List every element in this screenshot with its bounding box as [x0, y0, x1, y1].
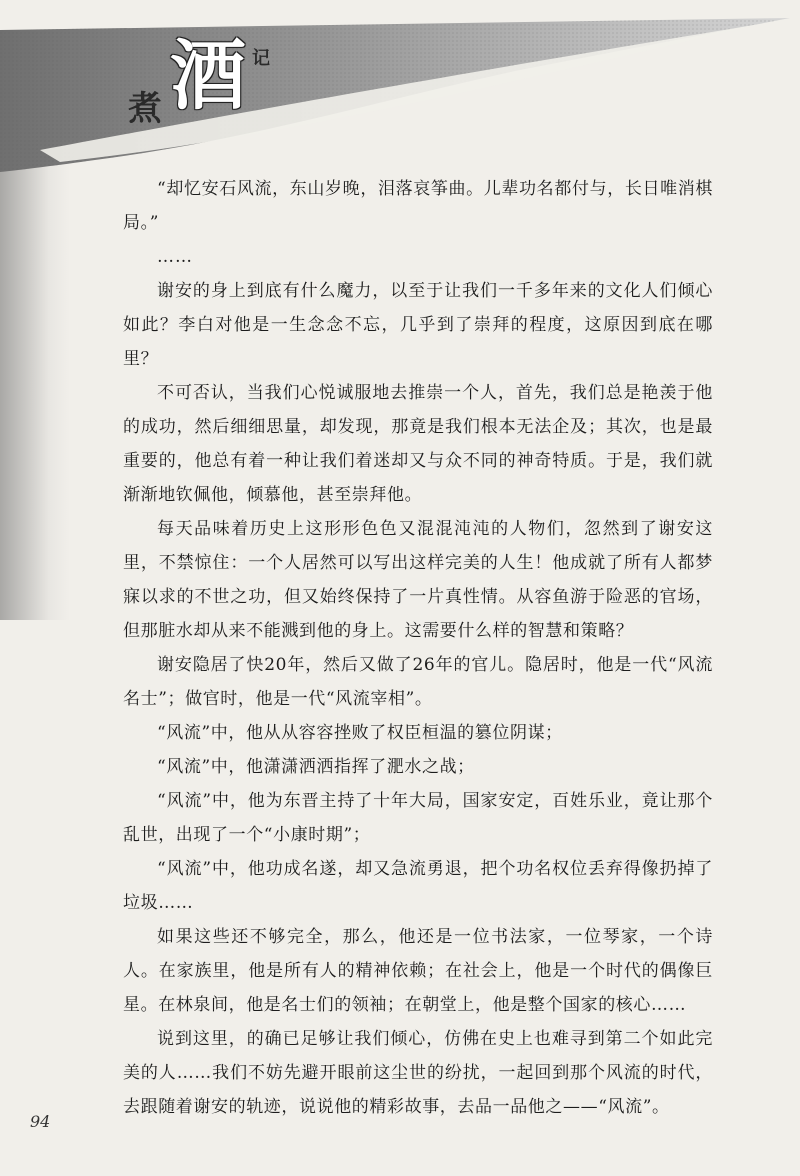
paragraph: 说到这里，的确已足够让我们倾心，仿佛在史上也难寻到第二个如此完美的人……我们不妨先避开眼前这尘世的纷扰，一起回到那个风流的时代，去跟随着谢安的轨迹，说说他的精彩故事，去品一品他之——“风流”。 — [123, 1029, 713, 1117]
paragraph: 谢安隐居了快20年，然后又做了26年的官儿。隐居时，他是一代“风流名士”；做官时，他是一代“风流宰相”。 — [123, 655, 713, 709]
chapter-title — [128, 31, 308, 136]
paragraph: “风流”中，他功成名遂，却又急流勇退，把个功名权位丢弃得像扔掉了垃圾…… — [123, 859, 713, 913]
paragraph-ellipsis: …… — [157, 247, 193, 267]
paragraph-quote: “却忆安石风流，东山岁晚，泪落哀筝曲。儿辈功名都付与，长日唯消棋局。” — [123, 179, 713, 233]
left-shadow-decoration — [0, 160, 70, 620]
title-char-left: 煮 — [128, 89, 162, 129]
paragraph: 不可否认，当我们心悦诚服地去推崇一个人，首先，我们总是艳羡于他的成功，然后细细思量，却发现，那竟是我们根本无法企及；其次，也是最重要的，他总有着一种让我们着迷却又与众不同的神奇特质。于是，我们就渐渐地钦佩他，倾慕他，甚至崇拜他。 — [123, 383, 713, 505]
body-text — [123, 172, 713, 1124]
paragraph: “风流”中，他为东晋主持了十年大局，国家安定，百姓乐业，竟让那个乱世，出现了一个“小康时期”； — [123, 791, 713, 845]
paragraph: 每天品味着历史上这形形色色又混混沌沌的人物们，忽然到了谢安这里，不禁惊住：一个人居然可以写出这样完美的人生！他成就了所有人都梦寐以求的不世之功，但又始终保持了一片真性情。从容鱼游于险恶的官场，但那脏水却从来不能溅到他的身上。这需要什么样的智慧和策略？ — [123, 519, 713, 641]
title-char-main: 酒 — [170, 31, 246, 120]
paragraph: “风流”中，他从从容容挫败了权臣桓温的篡位阴谋； — [157, 723, 563, 743]
header-banner — [0, 0, 800, 175]
paragraph: “风流”中，他潇潇洒洒指挥了淝水之战； — [157, 757, 475, 777]
title-char-right: 记 — [252, 48, 270, 69]
paragraph: 谢安的身上到底有什么魔力，以至于让我们一千多年来的文化人们倾心如此？李白对他是一生念念不忘，几乎到了崇拜的程度，这原因到底在哪里？ — [123, 281, 713, 369]
paragraph: 如果这些还不够完全，那么，他还是一位书法家，一位琴家，一个诗人。在家族里，他是所有人的精神依赖；在社会上，他是一个时代的偶像巨星。在林泉间，他是名士们的领袖；在朝堂上，他是整个国家的核心…… — [123, 927, 713, 1015]
page-number: 94 — [30, 1112, 51, 1131]
